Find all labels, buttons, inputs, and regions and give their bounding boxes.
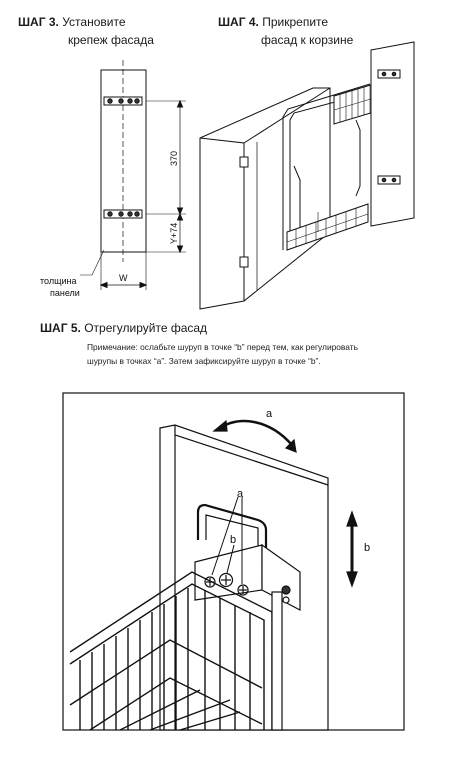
- fastener-top: [104, 97, 142, 105]
- thickness-label-line1: толщина: [40, 276, 77, 286]
- step5-note-line2: шурупы в точках “a”. Затем зафиксируйте шуруп в точке “b”.: [87, 356, 321, 366]
- step5-text: Отрегулируйте фасад: [84, 321, 208, 335]
- step4-line2: фасад к корзине: [261, 33, 354, 47]
- label-b-vertical: b: [364, 542, 371, 554]
- step3-number: ШАГ 3.: [18, 15, 59, 29]
- cabinet-box: [200, 88, 330, 309]
- screw-b: [220, 574, 233, 587]
- dim-y74: Y+74: [169, 222, 179, 244]
- step5-note-line1: Примечание: ослабьте шуруп в точке “b” перед тем, как регулировать: [87, 342, 358, 352]
- rotation-arrow-a: [220, 421, 292, 445]
- thickness-label-line2: панели: [50, 288, 80, 298]
- step3-line2: крепеж фасада: [68, 33, 154, 47]
- screw-a-right: [238, 585, 248, 595]
- label-a-rotation: a: [266, 408, 273, 420]
- step3-line1: Установите: [62, 15, 126, 29]
- step4-number: ШАГ 4.: [218, 15, 259, 29]
- diagram-step5: [70, 421, 357, 730]
- dim-370: 370: [169, 150, 179, 166]
- label-b-screw: b: [230, 534, 237, 546]
- fastener-bottom: [104, 210, 142, 218]
- diagram-step4: [200, 42, 414, 309]
- step4-line1: Прикрепите: [262, 15, 329, 29]
- thickness-leader: [80, 250, 104, 275]
- step5-number: ШАГ 5.: [40, 321, 81, 335]
- label-a-screws: a: [237, 488, 244, 500]
- dim-w: W: [119, 273, 128, 283]
